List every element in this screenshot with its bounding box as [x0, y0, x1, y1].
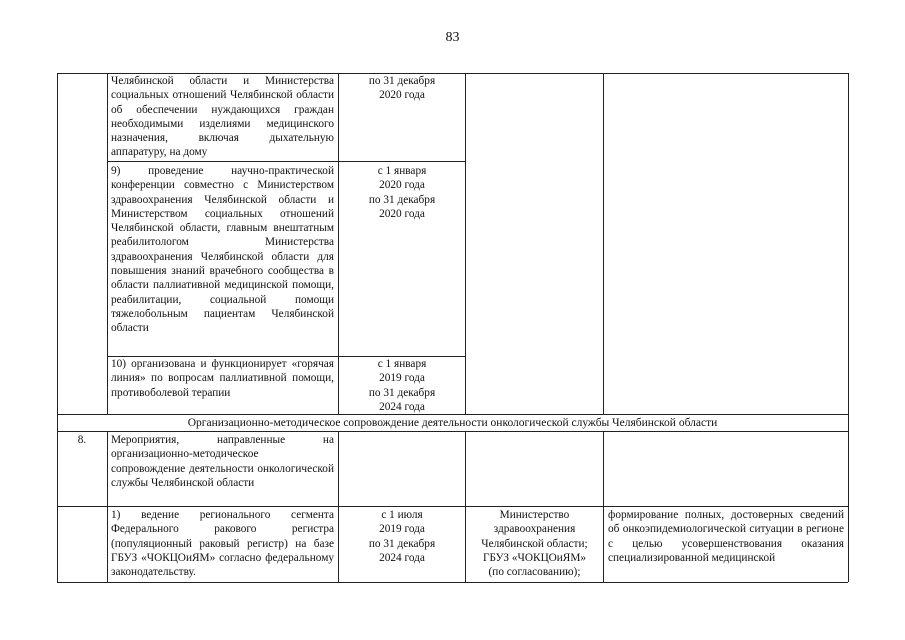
sub-1-responsible-text: Министерство здравоохранения Челябинской области; ГБУЗ «ЧОКЦОиЯМ» (по согласованию);	[481, 509, 588, 579]
item-10-period-text: с 1 января 2019 года по 31 декабря 2024 года	[368, 358, 436, 413]
continuation-period-text: по 31 декабря 2020 года	[368, 75, 436, 102]
sub-1-result-text: формирование полных, достоверных сведений об онкоэпидемиологической ситуации в регионе с целью усовершенствования оказания специализированной медицинской	[608, 509, 844, 564]
row-8-number: 8.	[77, 434, 87, 446]
item-10-event-text: 10) организована и функционирует «горячая линия» по вопросам паллиативной помощи, противоболевой терапии	[111, 358, 334, 399]
continuation-event-text: Челябинской области и Министерства социальных отношений Челябинской области об обеспечении нуждающихся граждан необходимыми изделиями медицинского назначения, включая дыхательную аппаратуру, на дому	[111, 75, 334, 159]
sub-1-period-text: с 1 июля 2019 года по 31 декабря 2024 года	[368, 509, 436, 564]
page-number: 83	[445, 30, 460, 45]
row-8-event-text: Мероприятия, направленные на организационно-методическое сопровождение деятельности онкологической службы Челябинской области	[111, 434, 334, 489]
item-9-event-text: 9) проведение научно-практической конференции совместно с Министерством здравоохранения Челябинской области и Министерством социальных отношений Челябинской области, главным внештатным реабилитологом Министерства здравоохранения Челябинской области для повышения знаний врачебного сообщества в области паллиативной медицинской помощи, реабилитации, социальной помощи тяжелобольным пациентам Челябинской области	[111, 165, 334, 335]
item-9-period-text: с 1 января 2020 года по 31 декабря 2020 года	[368, 165, 436, 220]
sub-1-event-text: 1) ведение регионального сегмента Федерального ракового регистра (популяционный раковый регистр) на базе ГБУЗ «ЧОКЦОиЯМ» согласно федеральному законодательству.	[111, 509, 334, 579]
section-heading: Организационно-методическое сопровождение деятельности онкологической службы Челябинской области	[187, 417, 718, 429]
